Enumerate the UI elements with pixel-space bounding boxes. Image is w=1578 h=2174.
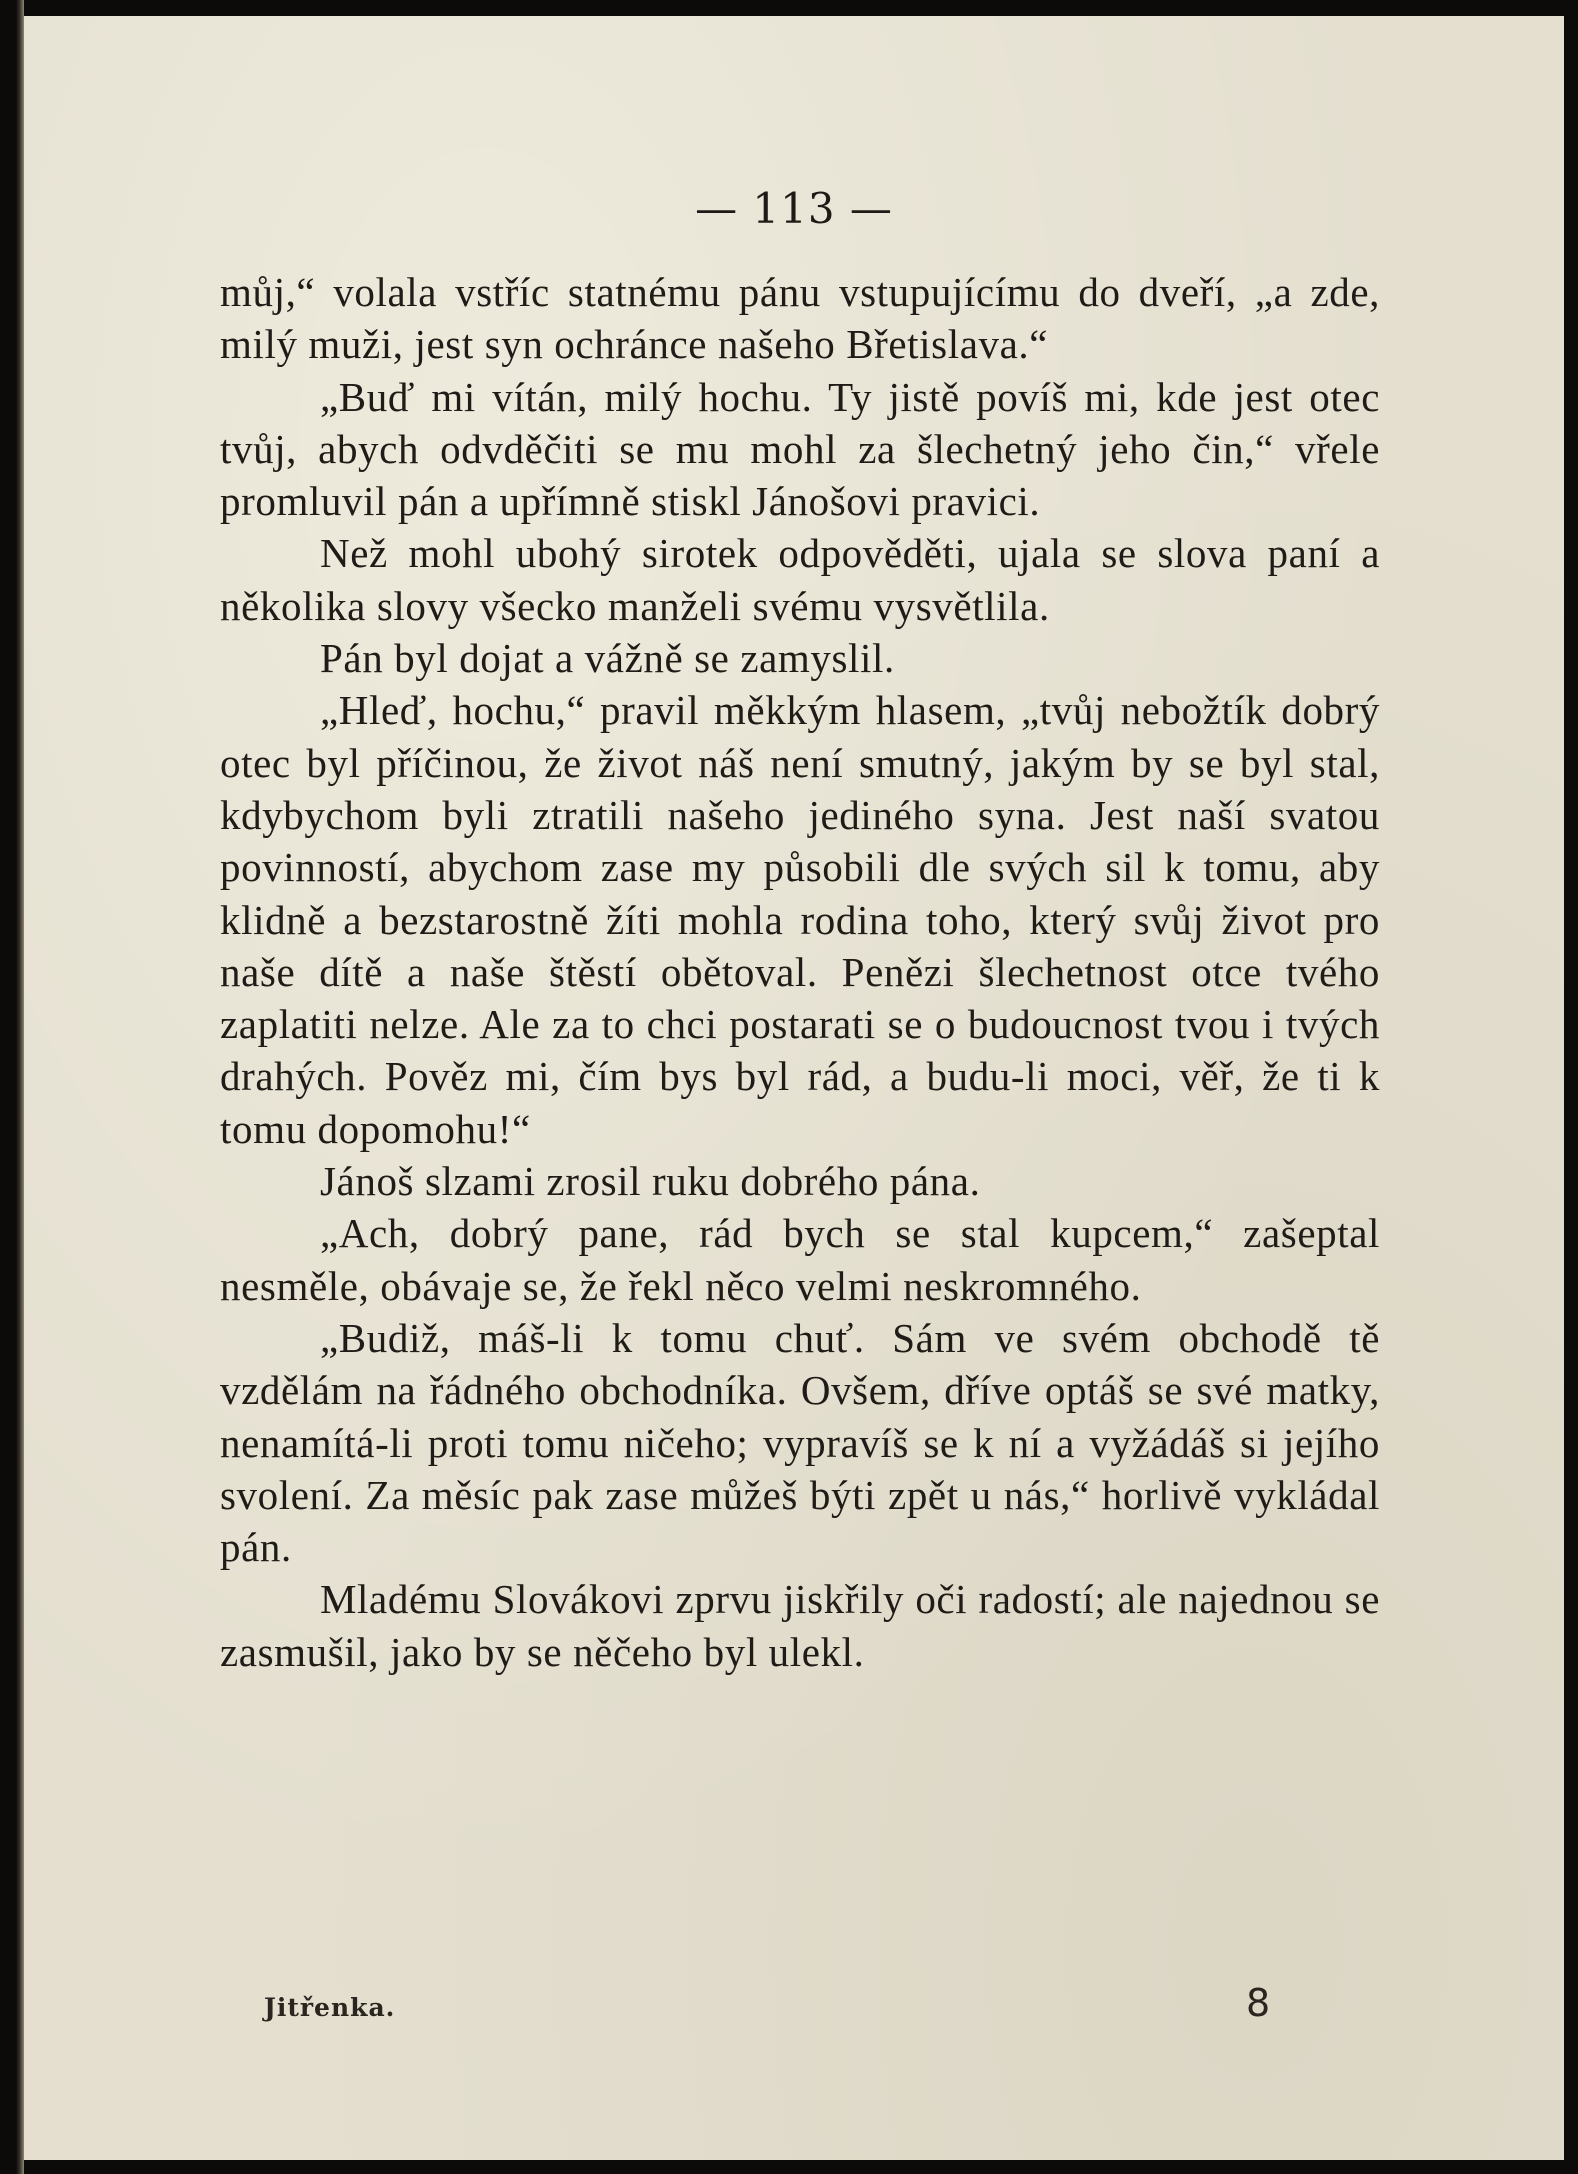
paragraph-1: můj,“ volala vstříc statnému pánu vstupujícímu do dveří, „a zde, milý muži, jest syn ochránce našeho Břetislava.“ [220,269,1380,368]
book-spine-edge [0,0,24,2174]
paragraph-5: „Hleď, hochu,“ pravil měkkým hlasem, „tvůj nebožtík dobrý otec byl příčinou, že život náš není smutný, jakým by se byl stal, kdybychom byli ztratili našeho jediného syna. Jest naší svatou povinností, abychom zase my působili dle svých sil k tomu, aby klidně a bezstarostně žíti mohla rodina toho, který svůj život pro naše dítě a naše štěstí obětoval. Penězi šlechetnost otce tvého zaplatiti nelze. Ale za to chci postarati se o budoucnost tvou i tvých drahých. Pověz mi, čím bys byl rád, a budu-li moci, věř, že ti k tomu dopomohu!“ [220,687,1380,1152]
paragraph-3: Než mohl ubohý sirotek odpověděti, ujala se slova paní a několika slovy všecko manželi svému vysvětlila. [220,530,1380,629]
paragraph-9: Mladému Slovákovi zprvu jiskřily oči radostí; ale najednou se zasmušil, jako by se něčeho byl ulekl. [220,1576,1380,1675]
page-body-text [220,266,1380,1678]
paragraph-8: „Budiž, máš-li k tomu chuť. Sám ve svém obchodě tě vzdělám na řádného obchodníka. Ovšem, dříve optáš se své matky, nenamítá-li proti tomu ničeho; vypravíš se k ní a vyžádáš si jejího svolení. Za měsíc pak zase můžeš býti zpět u nás,“ horlivě vykládal pán. [220,1314,1380,1571]
page-number-header: — 113 — [695,184,893,233]
paragraph-4: Pán byl dojat a vážně se zamyslil. [320,635,895,682]
book-page [24,16,1564,2160]
paragraph-6: Jánoš slzami zrosil ruku dobrého pána. [320,1158,981,1205]
scan-border-top [0,0,1578,16]
page-footer [24,1981,1564,2031]
paragraph-7: „Ach, dobrý pane, rád bych se stal kupcem,“ zašeptal nesměle, obávaje se, že řekl něco velmi neskromného. [220,1210,1380,1309]
paragraph-2: „Buď mi vítán, milý hochu. Ty jistě povíš mi, kde jest otec tvůj, abych odvděčiti se mu mohl za šlechetný jeho čin,“ vřele promluvil pán a upřímně stiskl Jánošovi pravici. [220,373,1380,525]
printer-signature: Jitřenka. [264,1993,396,2022]
sheet-number: 8 [1246,1981,1271,2025]
